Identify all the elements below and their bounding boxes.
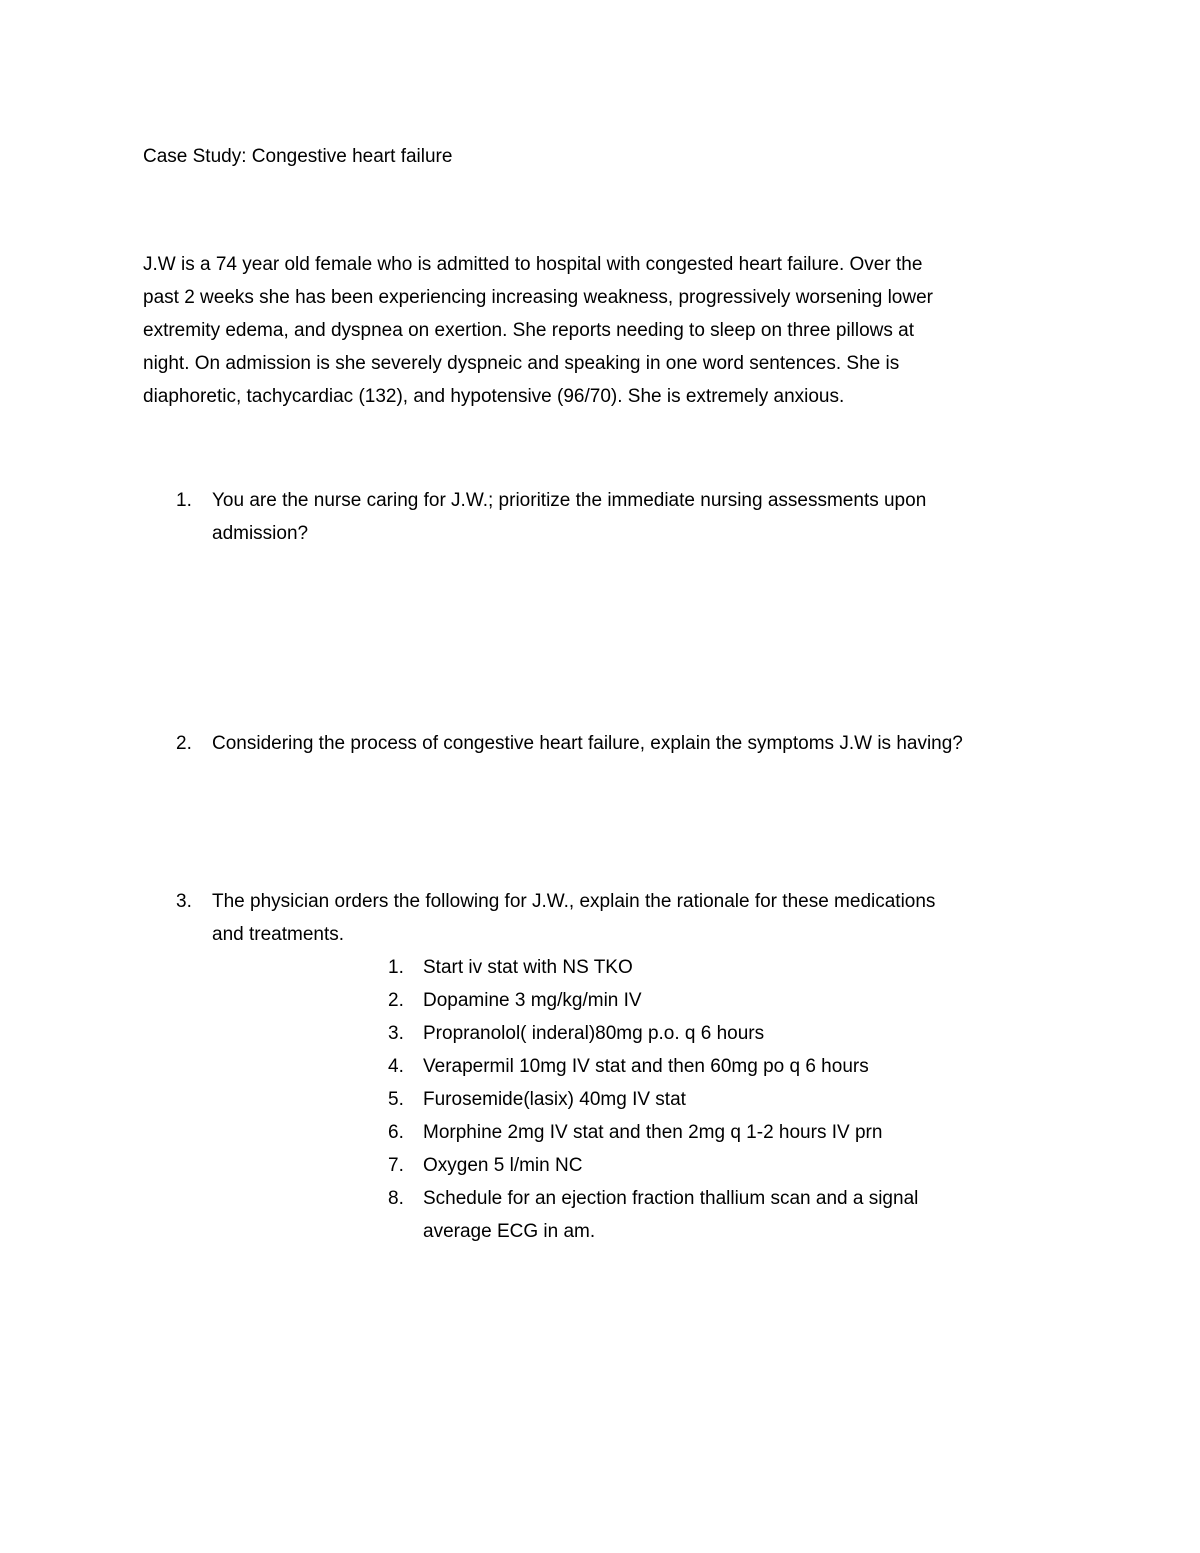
order-text-line: Start iv stat with NS TKO: [423, 957, 633, 978]
order-number: 3.: [388, 1023, 404, 1044]
question-text-line: You are the nurse caring for J.W.; prioritize the immediate nursing assessments upon: [212, 490, 927, 511]
question-text-line: Considering the process of congestive heart failure, explain the symptoms J.W is having?: [212, 733, 963, 754]
question-text: [212, 484, 1066, 550]
question-text-line: admission?: [212, 523, 309, 544]
order-number: 1.: [388, 957, 404, 978]
question-number: 3.: [176, 891, 192, 912]
order-text-line: Schedule for an ejection fraction thallium scan and a signal: [423, 1188, 919, 1209]
case-description: [143, 248, 1063, 413]
order-text: [423, 1149, 1028, 1182]
case-description-line: extremity edema, and dyspnea on exertion. She reports needing to sleep on three pillows at: [143, 320, 915, 341]
order-number: 4.: [388, 1056, 404, 1077]
case-description-line: J.W is a 74 year old female who is admitted to hospital with congested heart failure. Over the: [143, 254, 923, 275]
order-text-line: Furosemide(lasix) 40mg IV stat: [423, 1089, 686, 1110]
order-text: [423, 984, 1028, 1017]
order-text-line: Dopamine 3 mg/kg/min IV: [423, 990, 642, 1011]
order-text: [423, 1050, 1028, 1083]
question-text: [212, 885, 1066, 951]
order-item: [388, 1149, 1028, 1182]
page-title: Case Study: Congestive heart failure: [143, 146, 453, 167]
order-item: [388, 1083, 1028, 1116]
order-text: [423, 1182, 1028, 1248]
order-text-line: Oxygen 5 l/min NC: [423, 1155, 583, 1176]
order-number: 7.: [388, 1155, 404, 1176]
question-3: [176, 885, 1066, 951]
question-1: [176, 484, 1066, 550]
order-text-line: Verapermil 10mg IV stat and then 60mg po q 6 hours: [423, 1056, 869, 1077]
order-text: [423, 1116, 1028, 1149]
order-item: [388, 1182, 1028, 1248]
case-description-line: past 2 weeks she has been experiencing increasing weakness, progressively worsening lower: [143, 287, 933, 308]
physician-orders-list: [388, 951, 1028, 1248]
order-item: [388, 1050, 1028, 1083]
order-text: [423, 1083, 1028, 1116]
case-description-line: night. On admission is she severely dyspneic and speaking in one word sentences. She is: [143, 353, 900, 374]
question-2: [176, 727, 1066, 760]
question-number: 1.: [176, 490, 192, 511]
question-text: [212, 727, 1066, 760]
order-text-line: average ECG in am.: [423, 1221, 596, 1242]
question-number: 2.: [176, 733, 192, 754]
order-item: [388, 951, 1028, 984]
order-text: [423, 1017, 1028, 1050]
order-number: 6.: [388, 1122, 404, 1143]
question-text-line: and treatments.: [212, 924, 345, 945]
order-item: [388, 984, 1028, 1017]
order-text-line: Propranolol( inderal)80mg p.o. q 6 hours: [423, 1023, 765, 1044]
order-text: [423, 951, 1028, 984]
order-number: 2.: [388, 990, 404, 1011]
order-item: [388, 1116, 1028, 1149]
order-number: 8.: [388, 1188, 404, 1209]
case-description-line: diaphoretic, tachycardiac (132), and hypotensive (96/70). She is extremely anxious.: [143, 386, 845, 407]
order-number: 5.: [388, 1089, 404, 1110]
order-text-line: Morphine 2mg IV stat and then 2mg q 1-2 hours IV prn: [423, 1122, 883, 1143]
order-item: [388, 1017, 1028, 1050]
question-text-line: The physician orders the following for J.W., explain the rationale for these medications: [212, 891, 936, 912]
